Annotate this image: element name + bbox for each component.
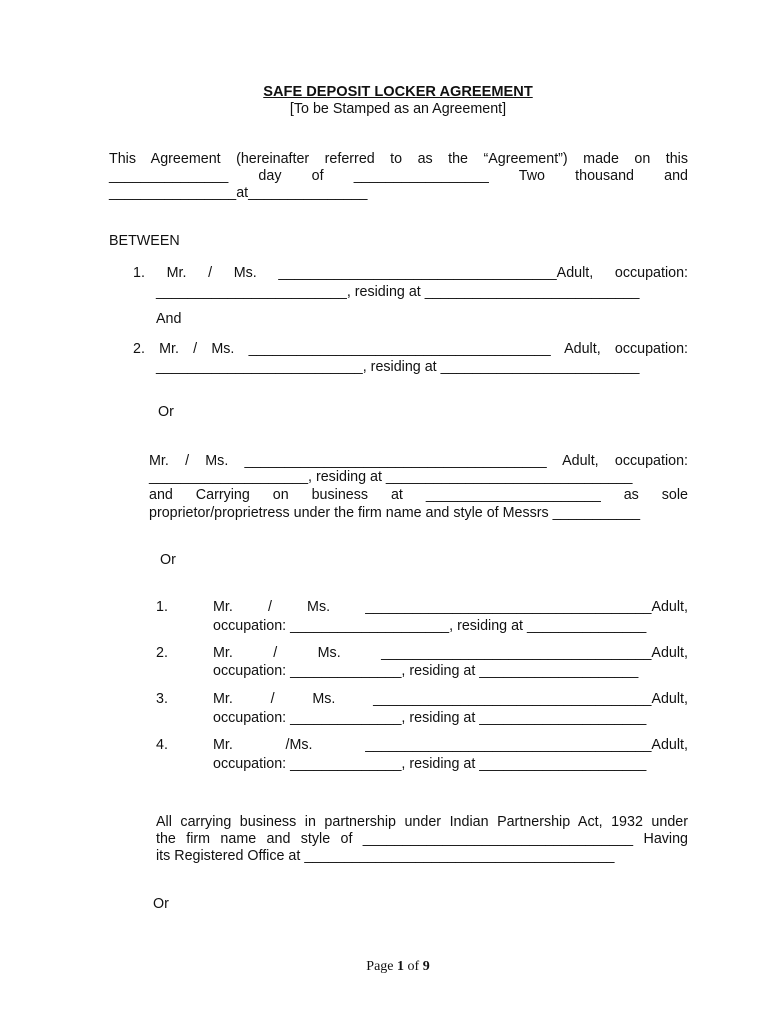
proprietor-line-3: and Carrying on business at ______________________ as sole <box>149 487 688 503</box>
page-footer <box>0 958 770 976</box>
partnership-line-3: its Registered Office at _______________________________________ <box>156 848 615 864</box>
intro-line-1: This Agreement (hereinafter referred to as the “Agreement”) made on this <box>109 151 688 167</box>
intro-line-3: ________________at_______________ <box>109 185 368 201</box>
party2-line-1: 2. Mr. / Ms. ______________________________________ Adult, occupation: <box>133 341 688 357</box>
between-heading: BETWEEN <box>109 233 180 249</box>
party1-line-2: ________________________, residing at ___________________________ <box>156 284 640 300</box>
footer-prefix: Page <box>366 959 398 974</box>
or-label-2: Or <box>160 552 176 568</box>
partner-line-1: Mr. / Ms. ____________________________________Adult, <box>213 599 688 615</box>
or-label-3: Or <box>153 896 169 912</box>
partner-number: 3. <box>156 691 168 707</box>
intro-line-2: _______________ day of _________________ Two thousand and <box>109 168 688 184</box>
partner-line-1: Mr. /Ms. ____________________________________Adult, <box>213 737 688 753</box>
party1-line-1: 1. Mr. / Ms. ___________________________________Adult, occupation: <box>133 265 688 281</box>
partner-number: 4. <box>156 737 168 753</box>
proprietor-line-1: Mr. / Ms. ______________________________________ Adult, occupation: <box>149 453 688 469</box>
partner-line-1: Mr. / Ms. ___________________________________Adult, <box>213 691 688 707</box>
page-number: 1 <box>397 959 405 974</box>
partner-number: 2. <box>156 645 168 661</box>
partnership-line-1: All carrying business in partnership under Indian Partnership Act, 1932 under <box>156 814 688 830</box>
partner-line-2: occupation: ____________________, residing at _______________ <box>213 618 647 634</box>
partner-number: 1. <box>156 599 168 615</box>
page-total: 9 <box>422 959 430 974</box>
proprietor-line-2: ____________________, residing at _______________________________ <box>149 469 633 485</box>
footer-of: of <box>404 959 423 974</box>
or-label-1: Or <box>158 404 174 420</box>
partner-line-2: occupation: ______________, residing at _____________________ <box>213 710 647 726</box>
page-subtitle: [To be Stamped as an Agreement] <box>289 101 507 117</box>
partner-line-1: Mr. / Ms. __________________________________Adult, <box>213 645 688 661</box>
proprietor-line-4: proprietor/proprietress under the firm name and style of Messrs ___________ <box>149 505 641 521</box>
party2-line-2: __________________________, residing at _________________________ <box>156 359 640 375</box>
partner-line-2: occupation: ______________, residing at _____________________ <box>213 756 647 772</box>
page-title: SAFE DEPOSIT LOCKER AGREEMENT <box>263 84 533 100</box>
and-label: And <box>156 311 182 327</box>
partner-line-2: occupation: ______________, residing at ____________________ <box>213 663 639 679</box>
partnership-line-2: the firm name and style of __________________________________ Having <box>156 831 688 847</box>
